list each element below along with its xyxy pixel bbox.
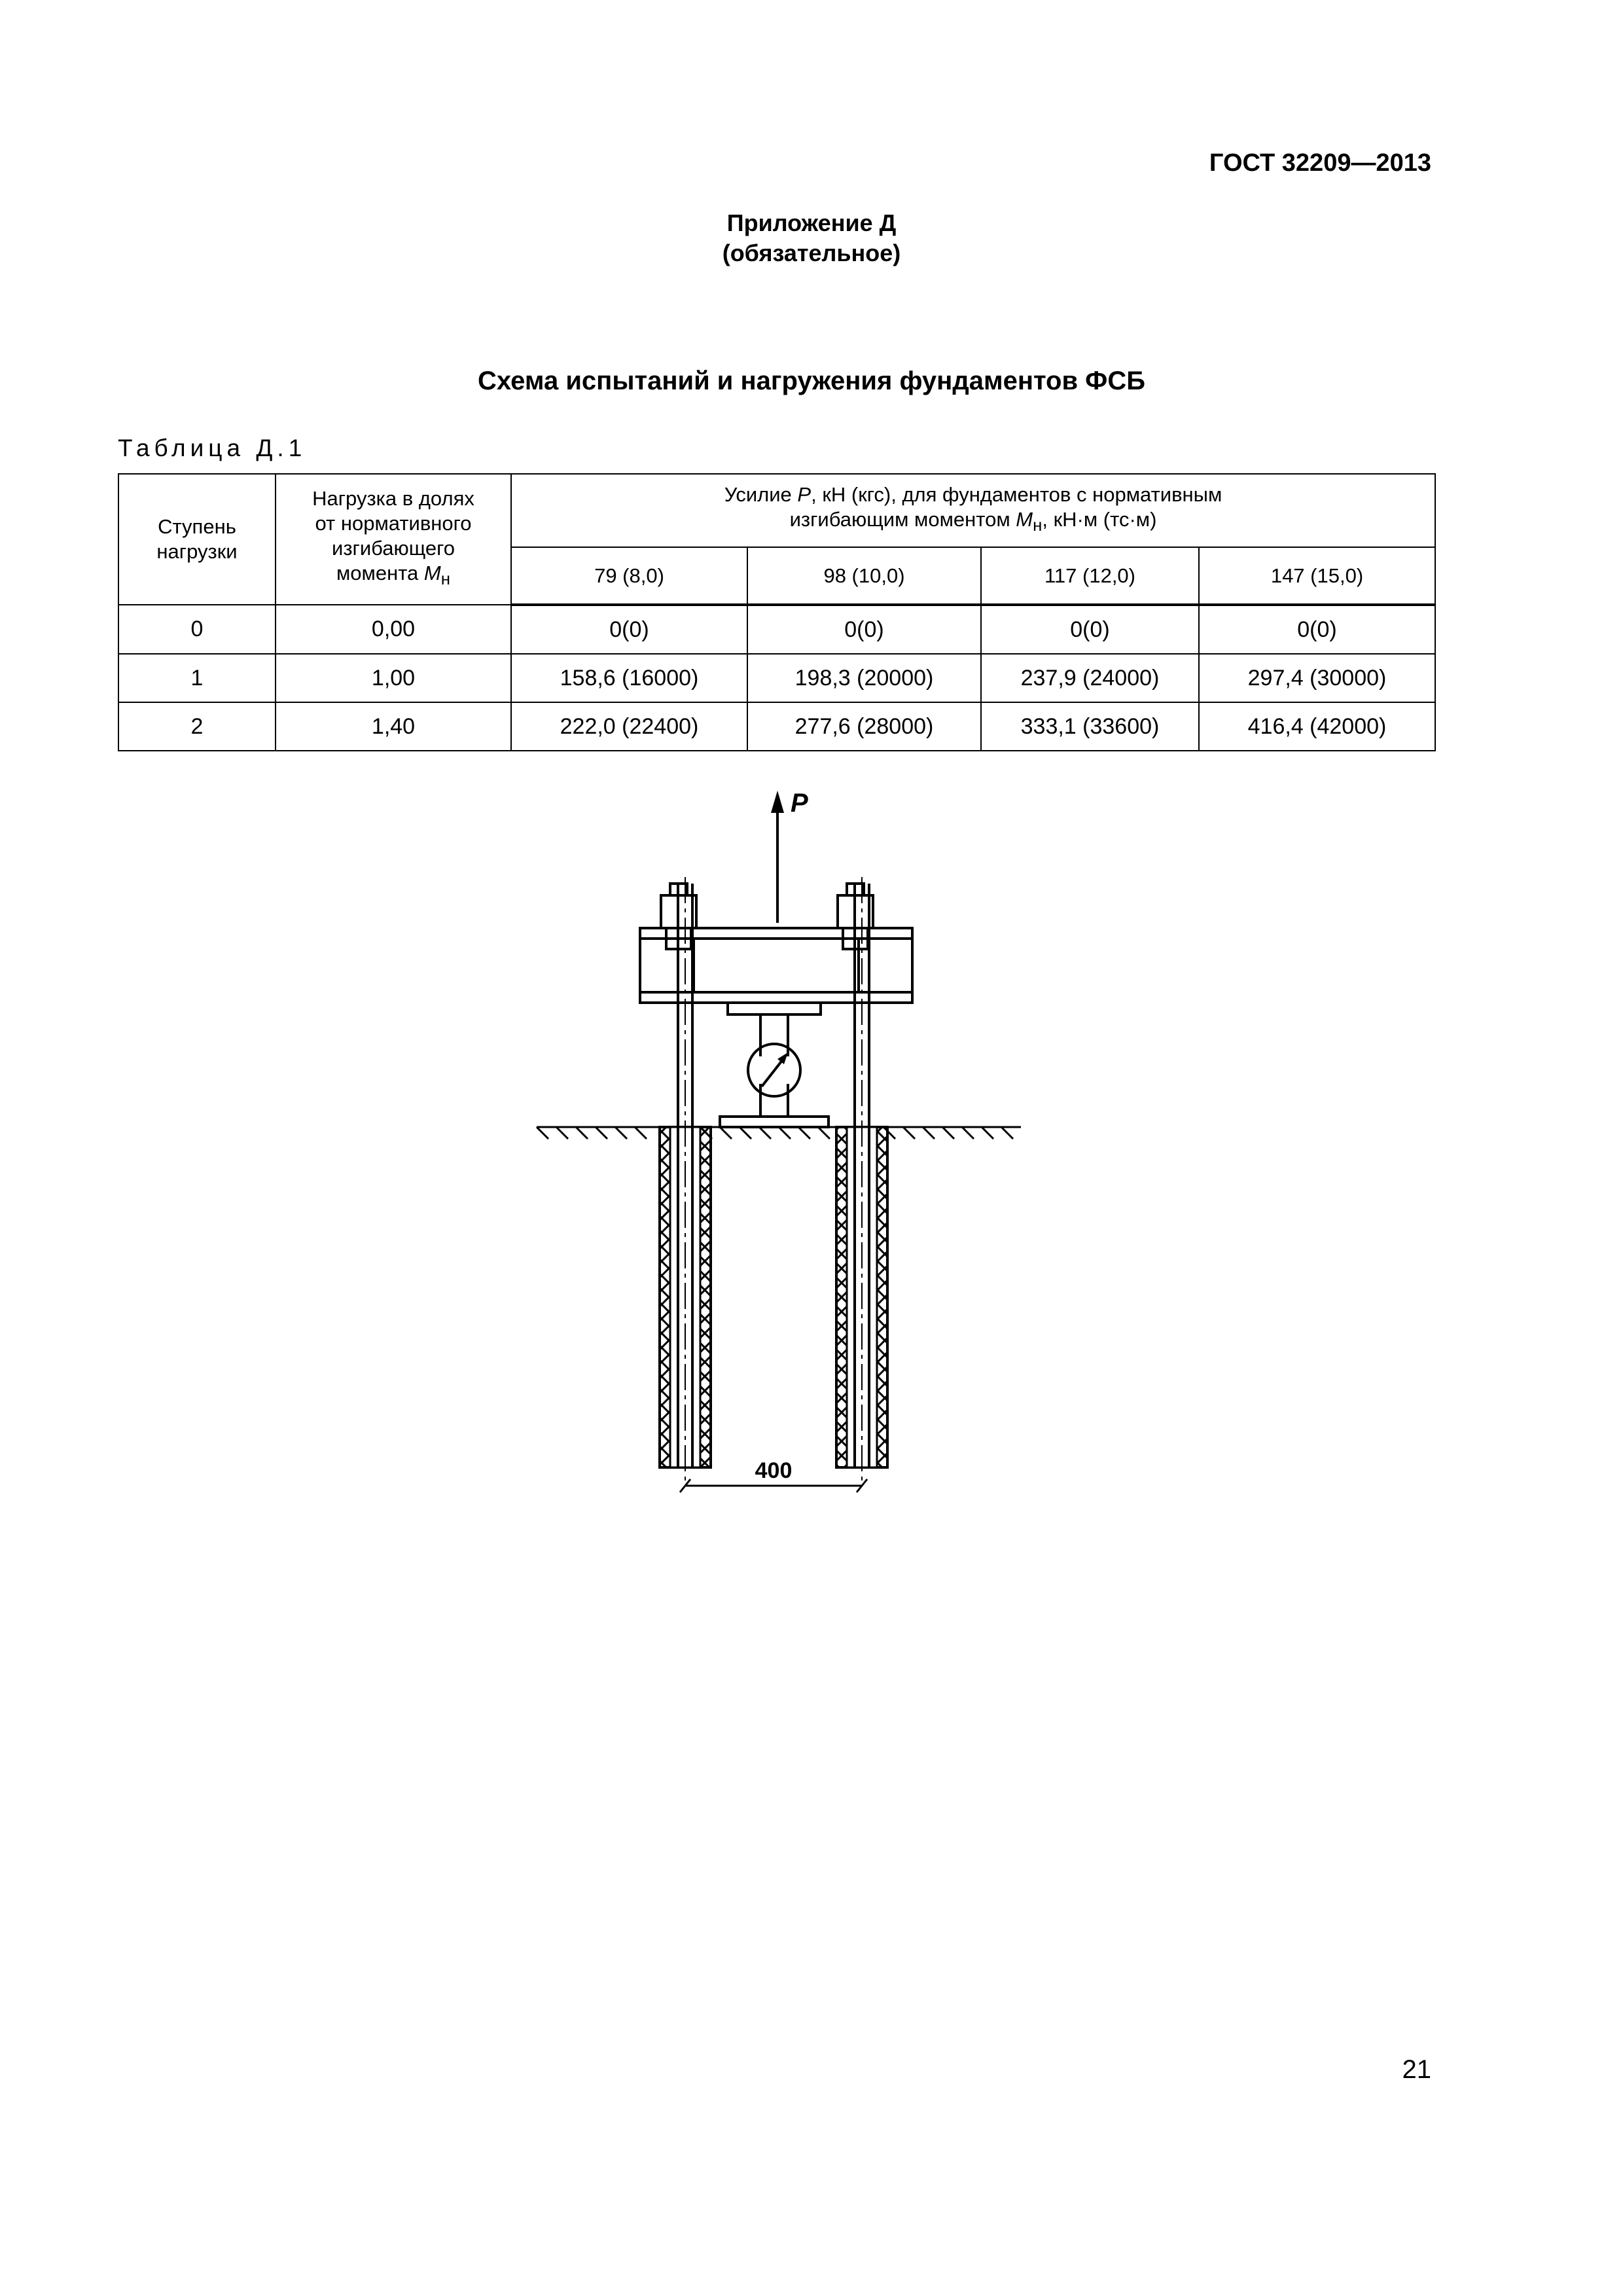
cell-value: 198,3 (20000): [747, 654, 981, 702]
force-tail: , кН (кгс), для фундаментов с нормативным: [811, 483, 1222, 507]
force-label: P: [791, 789, 808, 817]
header-load-fraction: [276, 474, 511, 605]
section-title: Схема испытаний и нагружения фундаментов ФСБ: [478, 367, 1145, 395]
table-row: [118, 605, 1435, 654]
moment-col-2: 98 (10,0): [747, 547, 981, 605]
cell-step: 0: [118, 605, 276, 654]
header-step-text: Ступень нагрузки: [156, 515, 238, 563]
header-force-line-2: [512, 507, 1435, 538]
spacing-label: 400: [755, 1458, 793, 1483]
cell-value: 158,6 (16000): [511, 654, 747, 702]
cell-value: 333,1 (33600): [981, 702, 1199, 751]
header-step: [118, 474, 276, 605]
appendix-heading: [0, 208, 1623, 268]
cell-value: 0(0): [1199, 605, 1435, 654]
appendix-status: (обязательное): [722, 240, 901, 266]
header-load-line-3: изгибающего: [332, 537, 455, 560]
table-caption: Таблица Д.1: [118, 435, 307, 461]
moment-col-3: 117 (12,0): [981, 547, 1199, 605]
cell-value: 416,4 (42000): [1199, 702, 1435, 751]
cell-value: 222,0 (22400): [511, 702, 747, 751]
moment-tail: , кН·м (тс·м): [1042, 508, 1157, 531]
cell-step: 1: [118, 654, 276, 702]
header-load-symbol: M: [423, 562, 441, 585]
ground-surface: [537, 1127, 1021, 1139]
standard-number: ГОСТ 32209—2013: [1209, 149, 1431, 177]
force-arrow: [771, 789, 808, 923]
cell-value: 297,4 (30000): [1199, 654, 1435, 702]
cell-fraction: 1,40: [276, 702, 511, 751]
cell-fraction: 1,00: [276, 654, 511, 702]
header-load-line-2: от нормативного: [315, 512, 472, 535]
loading-beam: [640, 928, 912, 1003]
table-row: [118, 654, 1435, 702]
force-symbol: P: [797, 483, 812, 507]
foundation-left: [660, 877, 711, 1486]
moment-sub: н: [1033, 516, 1043, 535]
test-scheme-drawing: [510, 779, 1034, 1630]
gauge-needle: [762, 1052, 788, 1086]
table-row: [118, 702, 1435, 751]
appendix-title: Приложение Д: [726, 209, 897, 236]
cell-value: 277,6 (28000): [747, 702, 981, 751]
dynamometer: [720, 1003, 829, 1127]
cell-fraction: 0,00: [276, 605, 511, 654]
moment-col-1: 79 (8,0): [511, 547, 747, 605]
header-load-line-1: Нагрузка в долях: [312, 487, 474, 511]
load-table: [118, 473, 1436, 751]
page-number: 21: [1402, 2055, 1431, 2084]
header-load-line-4: [276, 561, 510, 592]
foundation-right: [836, 877, 887, 1486]
moment-word: изгибающим моментом: [789, 508, 1016, 531]
header-load-sub: н: [440, 570, 451, 589]
header-load-word: момента: [336, 562, 424, 585]
cell-value: 237,9 (24000): [981, 654, 1199, 702]
moment-col-4: 147 (15,0): [1199, 547, 1435, 605]
cell-value: 0(0): [511, 605, 747, 654]
force-word: Усилие: [724, 483, 798, 507]
cell-value: 0(0): [747, 605, 981, 654]
moment-symbol: M: [1016, 508, 1033, 531]
header-force: [511, 474, 1435, 547]
cell-step: 2: [118, 702, 276, 751]
header-force-line-1: [512, 482, 1435, 507]
cell-value: 0(0): [981, 605, 1199, 654]
